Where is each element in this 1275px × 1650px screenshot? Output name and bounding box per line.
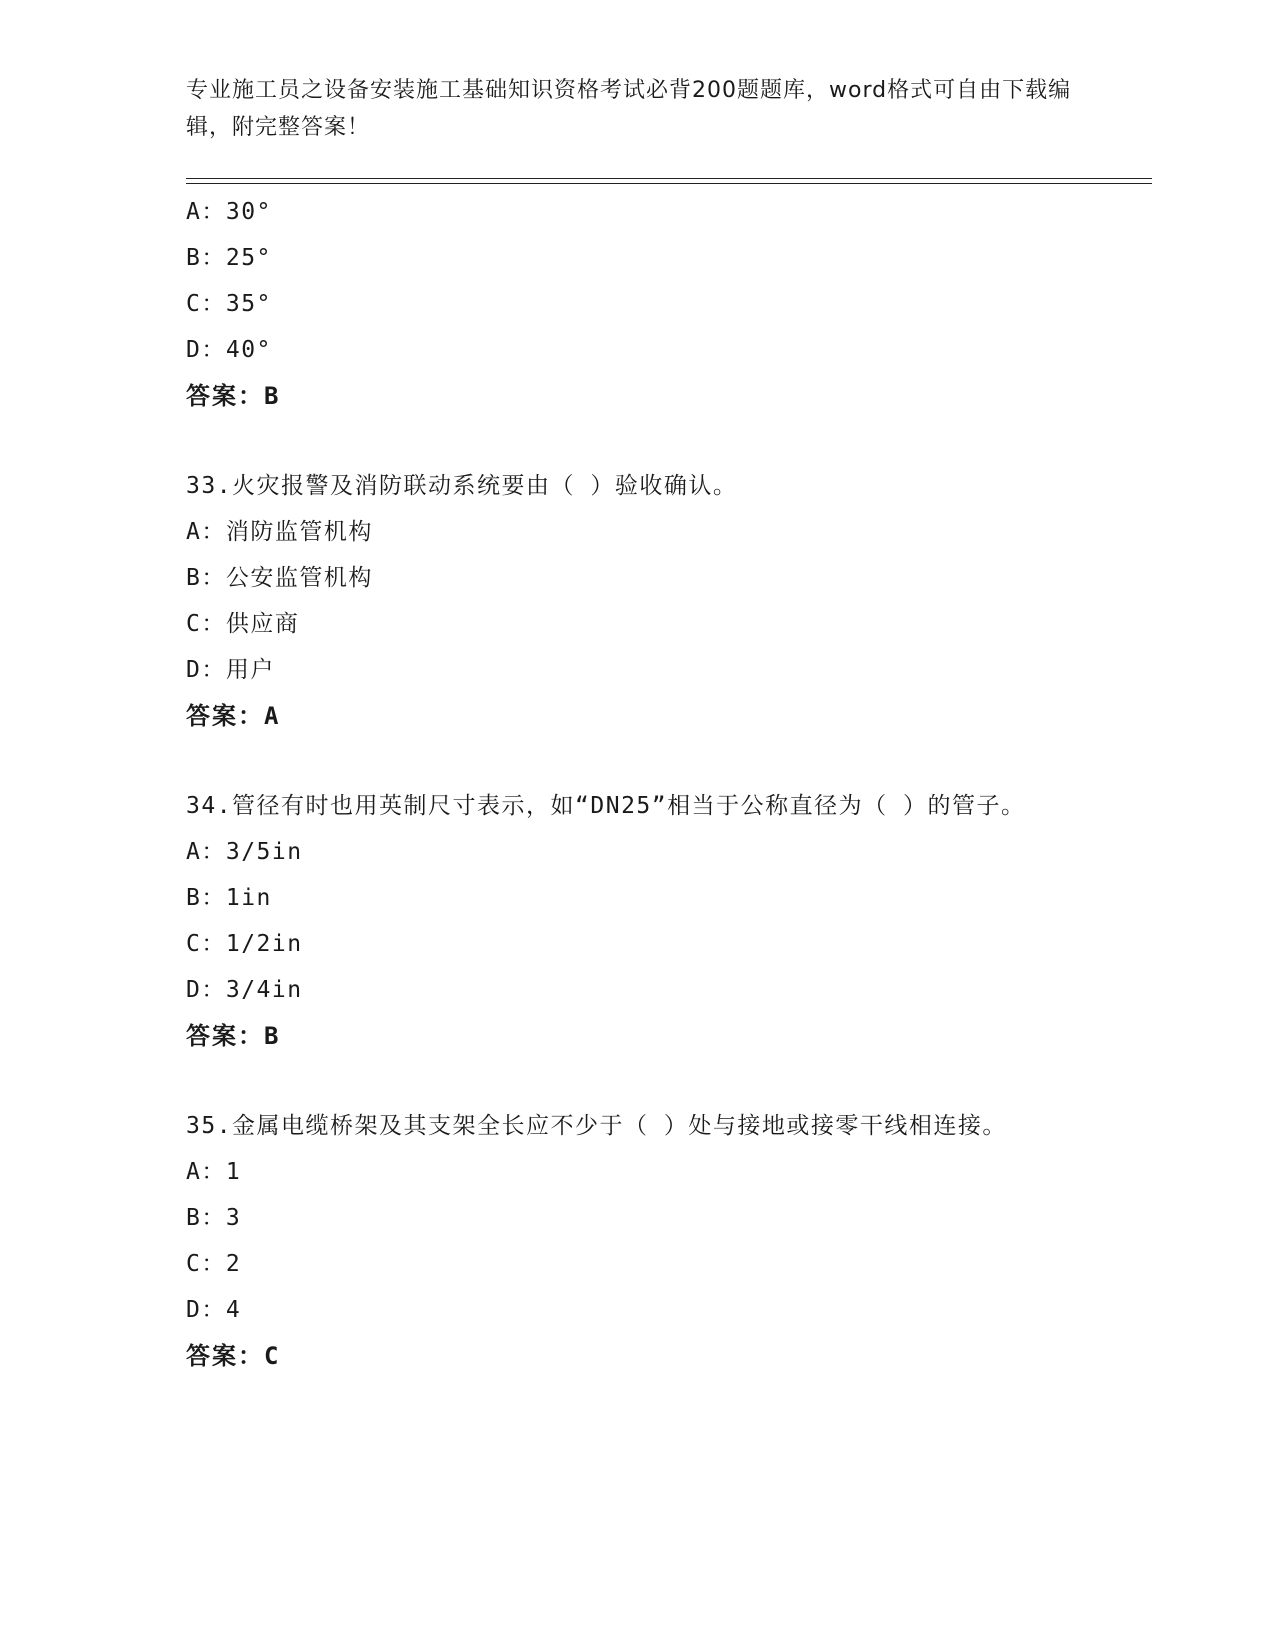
option-b: B：25° — [186, 245, 272, 271]
option-a: A：1 — [186, 1159, 242, 1185]
option-a: A：消防监管机构 — [186, 519, 373, 545]
option-d: D：3/4in — [186, 977, 303, 1003]
question-gap — [186, 419, 1086, 463]
question-gap — [186, 739, 1086, 783]
question-block — [186, 783, 1086, 1059]
answer-value: B — [264, 1022, 281, 1050]
question-stem: 33.火灾报警及消防联动系统要由（ ）验收确认。 — [186, 473, 738, 499]
header-divider-bottom — [186, 183, 1152, 184]
question-block — [186, 1103, 1086, 1379]
answer-label: 答案： — [186, 1022, 264, 1050]
option-d: D：用户 — [186, 657, 275, 683]
option-c: C：35° — [186, 291, 272, 317]
question-block — [186, 463, 1086, 739]
option-d: D：40° — [186, 337, 272, 363]
answer-label: 答案： — [186, 1342, 264, 1370]
option-a: A：30° — [186, 199, 272, 225]
answer-value: C — [264, 1342, 281, 1370]
answer-label: 答案： — [186, 702, 264, 730]
option-b: B：1in — [186, 885, 272, 911]
document-header-title: 专业施工员之设备安装施工基础知识资格考试必背200题题库，word格式可自由下载编辑，附完整答案！ — [186, 78, 1072, 140]
option-c: C：供应商 — [186, 611, 300, 637]
question-list — [186, 189, 1086, 1379]
option-a: A：3/5in — [186, 839, 303, 865]
question-stem: 35.金属电缆桥架及其支架全长应不少于（ ）处与接地或接零干线相连接。 — [186, 1113, 1007, 1139]
option-c: C：1/2in — [186, 931, 303, 957]
question-stem: 34.管径有时也用英制尺寸表示，如“DN25”相当于公称直径为（ ）的管子。 — [186, 793, 1026, 819]
answer-label: 答案： — [186, 382, 264, 410]
header-divider-top — [186, 178, 1152, 179]
option-c: C：2 — [186, 1251, 242, 1277]
answer-line — [186, 1333, 1086, 1379]
option-b: B：公安监管机构 — [186, 565, 373, 591]
answer-value: A — [264, 702, 281, 730]
answer-line — [186, 693, 1086, 739]
question-gap — [186, 1059, 1086, 1103]
answer-value: B — [264, 382, 281, 410]
answer-line — [186, 373, 1086, 419]
option-b: B：3 — [186, 1205, 242, 1231]
option-d: D：4 — [186, 1297, 242, 1323]
answer-line — [186, 1013, 1086, 1059]
question-block — [186, 189, 1086, 419]
